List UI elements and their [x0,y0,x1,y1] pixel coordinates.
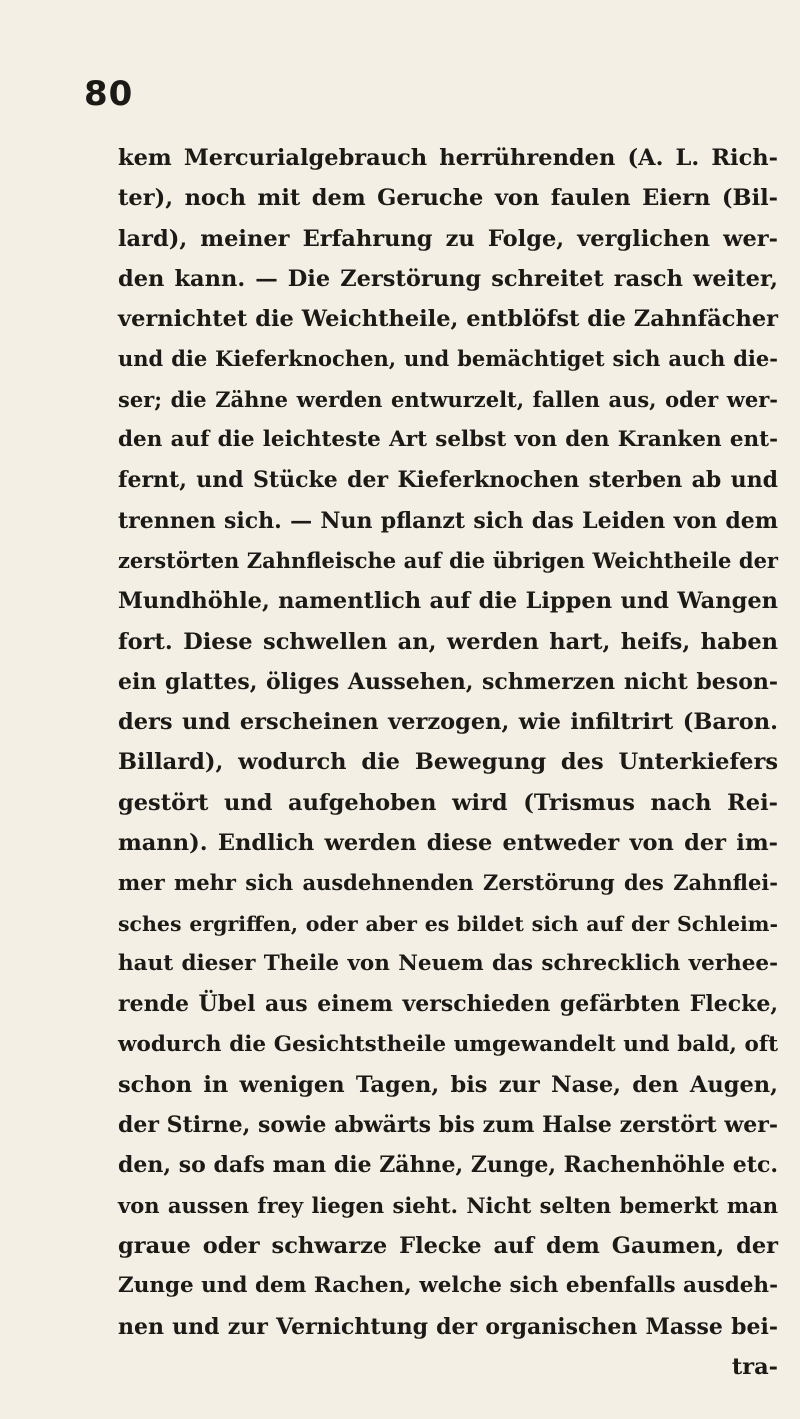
text-line: schon in wenigen Tagen, bis zur Nase, den Augen, [118,1071,778,1098]
text-line: den auf die leichteste Art selbst von den Kranken ent- [118,427,778,453]
text-line: kem Mercurialgebrauch herrührenden (A. L. Rich- [118,145,778,171]
body-text [118,138,778,1387]
text-line: den, so dafs man die Zähne, Zunge, Rachenhöhle etc. [118,1152,778,1179]
text-line: trennen sich. — Nun pflanzt sich das Leiden von dem [118,507,778,534]
text-line: graue oder schwarze Flecke auf dem Gaumen, der [118,1233,778,1260]
text-line: zerstörten Zahnfleische auf die übrigen Weichtheile der [118,547,778,573]
text-line: von aussen frey liegen sieht. Nicht selten bemerkt man [118,1192,778,1218]
text-line: sches ergriffen, oder aber es bildet sich auf der Schleim- [118,911,778,936]
text-line: gestört und aufgehoben wird (Trismus nach Rei- [118,789,778,816]
text-line: wodurch die Gesichtstheile umgewandelt und bald, oft [118,1031,778,1057]
text-line: rende Übel aus einem verschieden gefärbten Flecke, [118,991,778,1018]
text-line: ter), noch mit dem Geruche von faulen Eiern (Bil- [118,185,778,212]
text-line: vernichtet die Weichtheile, entblöfst die Zahnfächer [118,306,778,333]
text-line: lard), meiner Erfahrung zu Folge, verglichen wer- [118,225,778,252]
text-line: haut dieser Theile von Neuem das schrecklich verhee- [118,950,778,976]
text-line: der Stirne, sowie abwärts bis zum Halse zerstört wer- [118,1112,778,1139]
catchword: tra- [731,1353,778,1380]
text-line: und die Kieferknochen, und bemächtiget sich auch die- [118,346,778,372]
text-line: fort. Diese schwellen an, werden hart, heifs, haben [118,628,778,655]
text-line: fernt, und Stücke der Kieferknochen sterben ab und [118,467,778,494]
text-line: Billard), wodurch die Bewegung des Unterkiefers [118,749,778,776]
text-line: den kann. — Die Zerstörung schreitet rasch weiter, [118,265,778,292]
text-line: Mundhöhle, namentlich auf die Lippen und Wangen [118,588,778,615]
text-line: nen und zur Vernichtung der organischen Masse bei- [118,1313,778,1340]
text-line: ders und erscheinen verzogen, wie infiltrirt (Baron. [118,709,778,736]
text-line: mer mehr sich ausdehnenden Zerstörung des Zahnflei- [118,870,778,896]
text-line: mann). Endlich werden diese entweder von der im- [118,830,778,857]
text-line: ser; die Zähne werden entwurzelt, fallen aus, oder wer- [118,386,778,412]
text-line: Zunge und dem Rachen, welche sich ebenfalls ausdeh- [118,1273,778,1299]
text-line: ein glattes, öliges Aussehen, schmerzen nicht beson- [118,668,778,695]
page-number: 80 [84,74,134,114]
